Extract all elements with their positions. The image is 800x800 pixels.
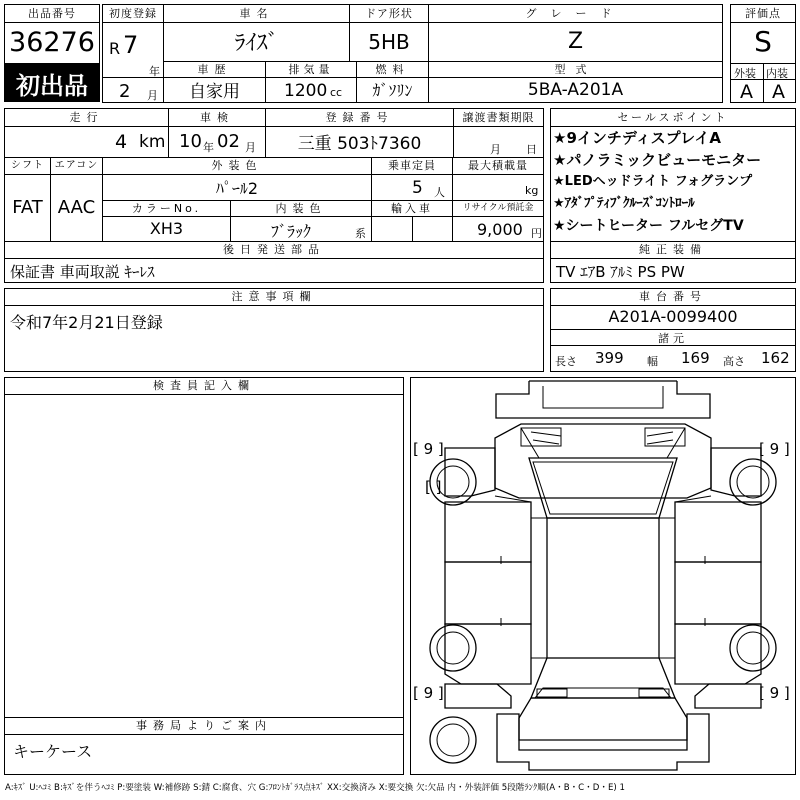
interior-color-value: ﾌﾞﾗｯｸ: [271, 222, 312, 241]
sales-point-item: ★シートヒーター フルセグTV: [553, 218, 744, 234]
transfer-label: 譲渡書類期限: [454, 109, 543, 127]
office-box: [4, 717, 404, 775]
equipment-box: [550, 241, 796, 283]
lot-number-label: 出品番号: [5, 5, 99, 23]
interior-color-suffix: 系: [355, 227, 366, 240]
capacity-box: [371, 157, 453, 201]
lot-number: 36276: [9, 27, 95, 58]
tire-rear-left: [ 9 ]: [413, 684, 444, 702]
score-box: [730, 4, 796, 103]
recycle-unit: 円: [531, 227, 542, 240]
grade-value: Z: [567, 29, 584, 54]
inspection-month-unit: 月: [245, 141, 256, 154]
notes-value: 令和7年2月21日登録: [10, 313, 163, 332]
legend: A:ｷｽﾞ U:ﾍｺﾐ B:ｷｽﾞを伴うﾍｺﾐ P:要塗装 W:補修跡 S:錆 C:腐食、穴 G:ﾌﾛﾝﾄｶﾞﾗｽ点ｷｽﾞ XX:交換済み X:要交換 欠:欠品 内・外装評価 5段階ﾗﾝｸ順(A・B・C・D・E) 1: [5, 783, 625, 793]
import-label: 輸入車: [372, 201, 452, 217]
later-parts-value: 保証書 車両取説 ｷｰﾚｽ: [10, 263, 155, 281]
chassis-box: [550, 288, 796, 372]
inspection-box: [168, 108, 266, 158]
registration-month: 2: [119, 81, 131, 102]
recycle-label: リサイクル預託金: [453, 201, 543, 217]
mileage-box: [4, 108, 169, 158]
inspection-year: 10: [179, 131, 202, 152]
chassis-label: 車台番号: [551, 289, 795, 306]
tire-rear-right: [ 9 ]: [759, 684, 790, 702]
lot-number-box: [4, 4, 100, 64]
interior-color-box: [230, 200, 372, 242]
plate-label: 登録番号: [266, 109, 453, 127]
color-no-label: カラーNo.: [103, 201, 230, 217]
mileage-unit: km: [139, 132, 166, 152]
interior-score: A: [772, 81, 785, 103]
aircon-value: AAC: [57, 197, 96, 218]
registration-era: R: [109, 39, 121, 58]
model-box: [428, 61, 723, 103]
registration-year: 7: [123, 31, 139, 59]
score-value: S: [754, 25, 772, 58]
shift-box: [4, 157, 51, 242]
car-name-label: 車名: [164, 5, 349, 23]
plate-box: [265, 108, 454, 158]
aircon-label: エアコン: [51, 158, 102, 175]
mileage-value: 4: [115, 131, 128, 153]
inspection-month: 02: [217, 131, 240, 152]
inspection-year-unit: 年: [203, 141, 214, 154]
sales-point-item: ★9インチディスプレイA: [553, 129, 721, 147]
tire-front-left: [ 9 ]: [413, 440, 444, 458]
displacement-label: 排気量: [266, 62, 356, 78]
equipment-value: TV ｴｱB ｱﾙﾐ PS PW: [556, 263, 685, 281]
displacement-unit: cc: [330, 86, 343, 99]
mileage-label: 走行: [5, 109, 168, 127]
length-label: 長さ: [555, 355, 577, 368]
height-label: 高さ: [723, 355, 745, 368]
door-label: ドア形状: [350, 5, 428, 23]
shift-value: FAT: [12, 197, 43, 218]
equipment-label: 純正装備: [551, 242, 795, 259]
registration-year-unit: 年: [149, 65, 160, 78]
shift-label: シフト: [5, 158, 50, 175]
height-value: 162: [761, 349, 790, 367]
sales-points-label: セールスポイント: [551, 109, 795, 127]
sales-point-item: ★ｱﾀﾞﾌﾟﾃｨﾌﾞｸﾙｰｽﾞｺﾝﾄﾛｰﾙ: [553, 196, 695, 211]
later-parts-box: [4, 241, 544, 283]
transfer-box: [453, 108, 544, 158]
capacity-label: 乗車定員: [372, 158, 452, 175]
capacity-value: 5: [412, 178, 423, 198]
inspection-label: 車検: [169, 109, 265, 127]
sales-points-box: [550, 108, 796, 242]
history-box: [163, 61, 266, 103]
car-diagram-box: [410, 377, 796, 775]
first-listing-badge: 初出品: [4, 64, 100, 102]
registration-month-unit: 月: [147, 89, 158, 102]
width-value: 169: [681, 349, 710, 367]
history-value: 自家用: [189, 82, 240, 102]
model-label: 型式: [429, 62, 722, 78]
car-diagram: [411, 378, 795, 774]
exterior-color-value: ﾊﾟｰﾙ2: [215, 178, 259, 198]
fuel-value: ｶﾞｿﾘﾝ: [372, 81, 413, 100]
door-box: [349, 4, 429, 62]
displacement-value: 1200: [284, 81, 328, 101]
notes-label: 注意事項欄: [5, 289, 543, 306]
model-value: 5BA-A201A: [527, 79, 624, 100]
width-label: 幅: [647, 355, 658, 368]
registration-label: 初度登録: [103, 5, 163, 23]
door-value: 5HB: [368, 29, 410, 54]
exterior-score: A: [740, 81, 753, 103]
office-label: 事務局よりご案内: [5, 718, 403, 735]
fuel-label: 燃料: [357, 62, 428, 78]
transfer-month-unit: 月: [490, 143, 501, 156]
dimensions-label: 諸元: [658, 332, 688, 345]
recycle-value: 9,000: [477, 220, 523, 239]
sales-point-item: ★LEDヘッドライト フォグランプ: [553, 174, 753, 189]
interior-score-label: 内装: [766, 67, 788, 80]
chassis-value: A201A-0099400: [608, 307, 738, 326]
load-unit: kg: [525, 184, 539, 197]
interior-color-label: 内装色: [231, 201, 371, 217]
exterior-color-label: 外装色: [103, 158, 371, 175]
displacement-box: [265, 61, 357, 103]
color-no-value: XH3: [149, 219, 184, 238]
office-value: キーケース: [13, 742, 93, 761]
inspector-label: 検査員記入欄: [5, 378, 403, 395]
import-box: [371, 200, 453, 242]
plate-value: 三重 503ﾄ7360: [297, 134, 422, 154]
car-name: ﾗｲｽﾞ: [234, 31, 279, 56]
fuel-box: [356, 61, 429, 103]
capacity-unit: 人: [434, 186, 445, 199]
tire-front-right: [ 9 ]: [759, 440, 790, 458]
exterior-score-label: 外装: [734, 67, 756, 80]
car-name-box: [163, 4, 350, 62]
history-label: 車歴: [164, 62, 265, 78]
tire-spare: [ ]: [425, 478, 442, 496]
color-no-box: [102, 200, 231, 242]
load-box: [452, 157, 544, 201]
exterior-color-box: [102, 157, 372, 201]
registration-box: [102, 4, 164, 103]
load-label: 最大積載量: [453, 158, 543, 175]
transfer-day-unit: 日: [526, 143, 537, 156]
notes-box: [4, 288, 544, 372]
later-parts-label: 後日発送部品: [5, 242, 543, 259]
score-label: 評価点: [731, 5, 795, 23]
sales-point-item: ★パノラミックビューモニター: [553, 151, 762, 169]
inspector-box: [4, 377, 404, 718]
grade-box: [428, 4, 723, 62]
grade-label: グレード: [429, 5, 722, 23]
aircon-box: [50, 157, 103, 242]
recycle-box: [452, 200, 544, 242]
length-value: 399: [595, 349, 624, 367]
